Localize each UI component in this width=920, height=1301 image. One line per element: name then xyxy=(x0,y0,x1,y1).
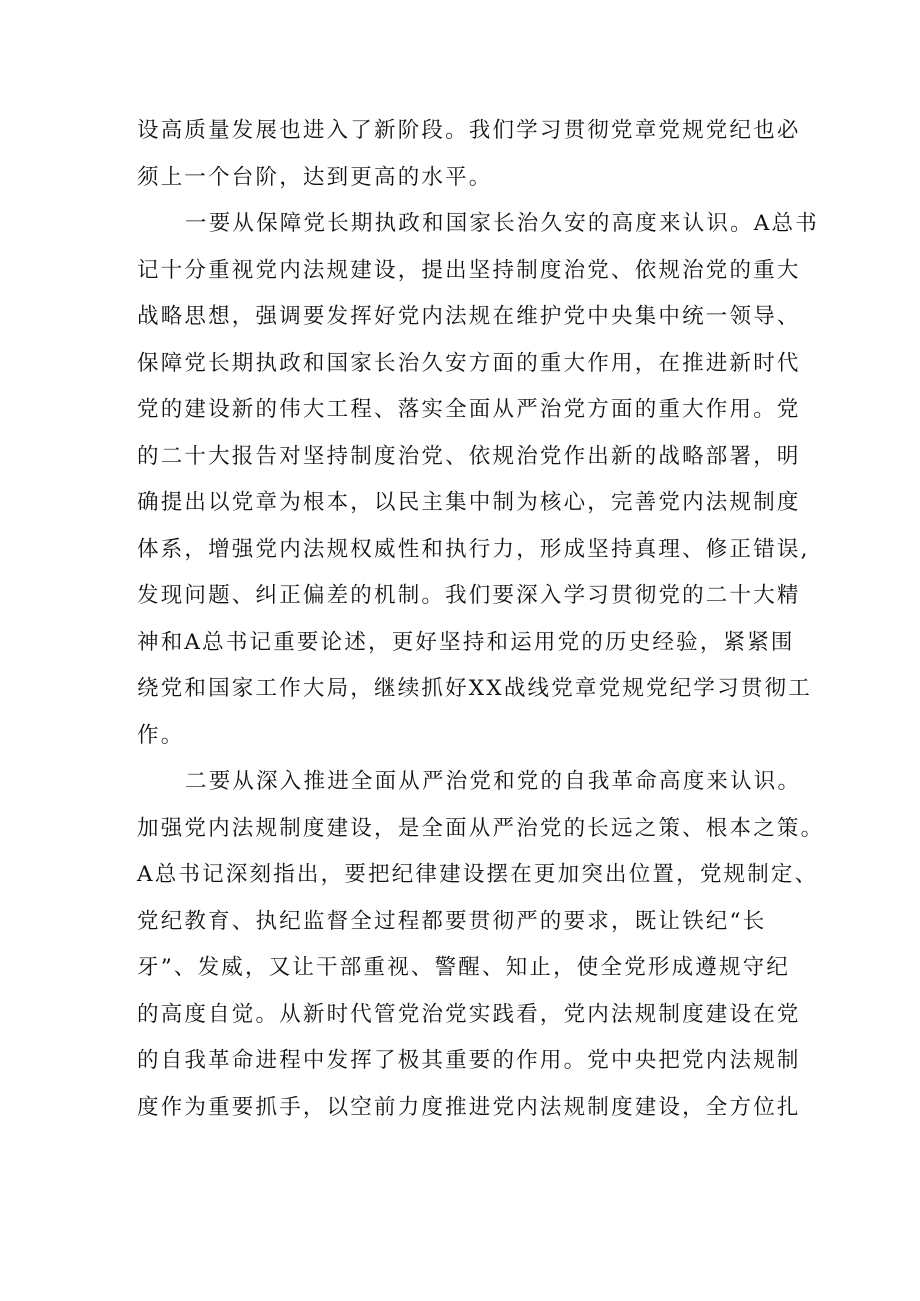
text-line: 须上一个台阶，达到更高的水平。 xyxy=(137,164,493,190)
text-line: A总书记深刻指出，要把纪律建设摆在更加突出位置，党规制定、 xyxy=(137,862,819,887)
body-text xyxy=(137,108,825,1131)
paragraph-first-point xyxy=(137,201,819,759)
paragraph-continuation xyxy=(137,108,801,201)
text-line: 神和A总书记重要论述，更好坚持和运用党的历史经验，紧紧围 xyxy=(137,629,795,655)
text-line: 牙”、发威，又让干部重视、警醒、知止，使全党形成遵规守纪 xyxy=(137,955,791,980)
text-line: 体系，增强党内法规权威性和执行力，形成坚持真理、修正错误, xyxy=(137,536,810,562)
text-line: 战略思想，强调要发挥好党内法规在维护党中央集中统一领导、 xyxy=(137,304,801,329)
text-line: 党的建设新的伟大工程、落实全面从严治党方面的重大作用。党 xyxy=(137,397,801,422)
text-line: 度作为重要抓手，以空前力度推进党内法规制度建设，全方位扎 xyxy=(137,1094,801,1120)
paragraph-second-point xyxy=(137,759,825,1131)
text-line: 的高度自觉。从新时代管党治党实践看，党内法规制度建设在党 xyxy=(137,1001,801,1027)
text-line: 一要从保障党长期执政和国家长治久安的高度来认识。A总书 xyxy=(185,211,819,236)
text-line: 保障党长期执政和国家长治久安方面的重大作用，在推进新时代 xyxy=(137,350,801,376)
text-line: 的自我革命进程中发挥了极其重要的作用。党中央把党内法规制 xyxy=(137,1048,801,1073)
text-line: 绕党和国家工作大局，继续抓好XX战线党章党规党纪学习贯彻工 xyxy=(137,676,812,701)
text-line: 党纪教育、执纪监督全过程都要贯彻严的要求，既让铁纪“长 xyxy=(137,908,767,934)
text-line: 加强党内法规制度建设，是全面从严治党的长远之策、根本之策。 xyxy=(137,815,825,841)
text-line: 确提出以党章为根本，以民主集中制为核心，完善党内法规制度 xyxy=(137,490,801,515)
text-line: 发现问题、纠正偏差的机制。我们要深入学习贯彻党的二十大精 xyxy=(137,583,801,608)
text-line: 设高质量发展也进入了新阶段。我们学习贯彻党章党规党纪也必 xyxy=(137,118,801,143)
text-line: 记十分重视党内法规建设，提出坚持制度治党、依规治党的重大 xyxy=(137,257,801,283)
text-line: 二要从深入推进全面从严治党和党的自我革命高度来认识。 xyxy=(185,769,802,794)
text-line: 的二十大报告对坚持制度治党、依规治党作出新的战略部署，明 xyxy=(137,443,801,469)
text-line: 作。 xyxy=(137,722,185,748)
